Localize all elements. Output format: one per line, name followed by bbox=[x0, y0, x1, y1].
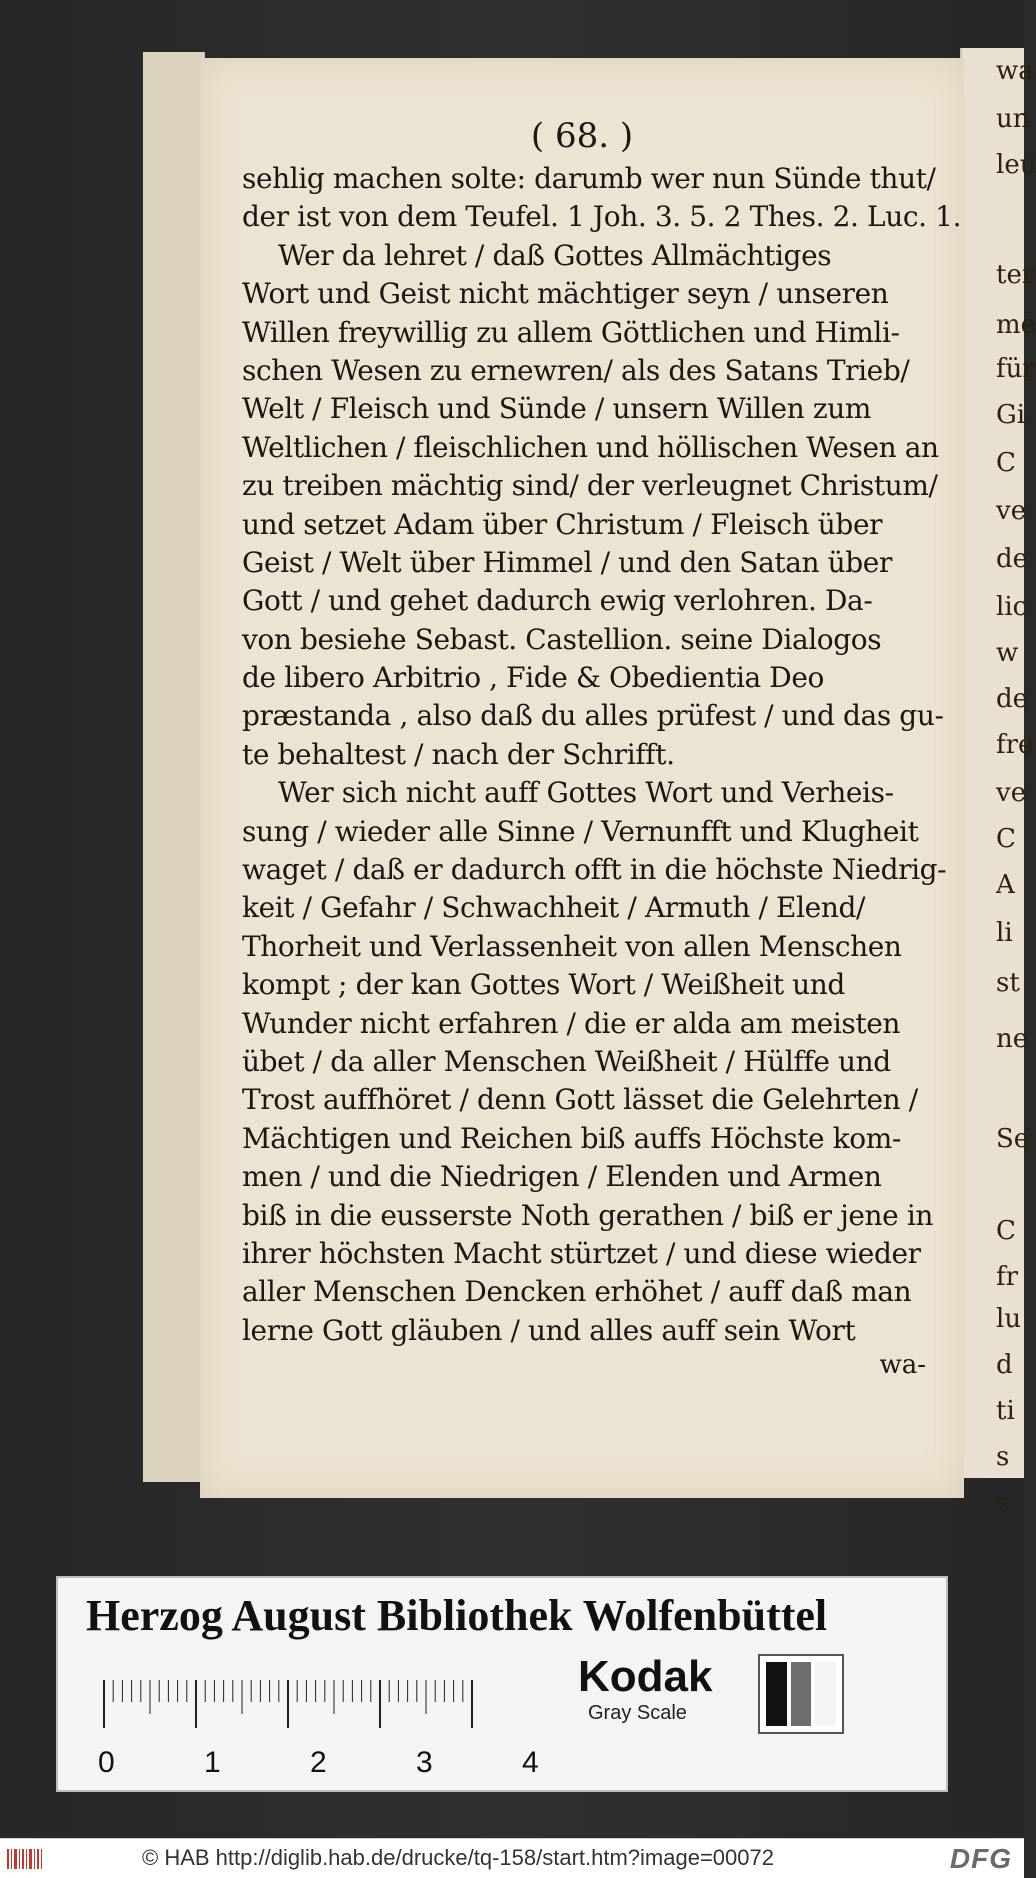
facing-page-fragment: me bbox=[996, 310, 1036, 340]
facing-page-fragment: fr bbox=[996, 1262, 1019, 1292]
text-line: Geist / Welt über Himmel / und den Satan über bbox=[242, 545, 892, 579]
facing-page-fragment: C bbox=[996, 824, 1016, 854]
facing-page-fragment: d bbox=[996, 1350, 1013, 1380]
text-line: übet / da aller Menschen Weißheit / Hülffe und bbox=[242, 1044, 891, 1078]
patch-white bbox=[815, 1662, 836, 1726]
ruler-number: 1 bbox=[204, 1746, 221, 1779]
source-link[interactable]: © HAB http://diglib.hab.de/drucke/tq-158/start.htm?image=00072 bbox=[142, 1845, 774, 1870]
viewer-footer bbox=[0, 1838, 1024, 1878]
text-line: Welt / Fleisch und Sünde / unsern Willen zum bbox=[242, 392, 871, 426]
facing-page-fragment: leu bbox=[996, 150, 1036, 180]
text-line: Willen freywillig zu allem Göttlichen und Himli- bbox=[242, 315, 900, 349]
text-line: te behaltest / nach der Schrifft. bbox=[242, 737, 675, 771]
patch-gray bbox=[791, 1662, 812, 1726]
facing-page-fragment: lic bbox=[996, 592, 1028, 622]
book-page bbox=[200, 58, 964, 1498]
text-line: Wunder nicht erfahren / die er alda am meisten bbox=[242, 1006, 901, 1040]
facing-page-fragment: ve bbox=[996, 496, 1027, 526]
text-line: der ist von dem Teufel. 1 Joh. 3. 5. 2 Thes. 2. Luc. 1. bbox=[242, 200, 962, 234]
text-line: kompt ; der kan Gottes Wort / Weißheit und bbox=[242, 968, 845, 1002]
text-line: men / und die Niedrigen / Elenden und Armen bbox=[242, 1160, 882, 1194]
hab-barcode-icon bbox=[6, 1845, 46, 1873]
facing-page-fragment: für bbox=[996, 354, 1035, 384]
facing-page-fragment: s bbox=[996, 1442, 1010, 1472]
text-line: waget / daß er dadurch offt in die höchste Niedrig- bbox=[242, 853, 947, 887]
text-line: schen Wesen zu ernewren/ als des Satans Trieb/ bbox=[242, 353, 910, 387]
facing-page-fragment: C bbox=[996, 448, 1016, 478]
ruler-number: 4 bbox=[522, 1746, 539, 1779]
text-line: Gott / und gehet dadurch ewig verlohren. Da- bbox=[242, 584, 873, 618]
library-name: Herzog August Bibliothek Wolfenbüttel bbox=[86, 1591, 828, 1640]
color-scale-card bbox=[56, 1576, 948, 1792]
grayscale-label: Gray Scale bbox=[588, 1702, 687, 1724]
text-line: sehlig machen solte: darumb wer nun Sünde thut/ bbox=[242, 162, 936, 195]
facing-page bbox=[960, 48, 1036, 1518]
facing-page-fragment: de bbox=[996, 544, 1029, 574]
page-text bbox=[242, 160, 962, 1350]
facing-page-fragment: fre bbox=[996, 730, 1034, 760]
facing-page-fragment: de bbox=[996, 684, 1029, 714]
facing-page-fragment: Se bbox=[996, 1124, 1030, 1154]
facing-page-fragment: st bbox=[996, 968, 1020, 998]
ruler-number: 0 bbox=[98, 1746, 115, 1779]
facing-page-fragment: ne bbox=[996, 1024, 1029, 1054]
text-line: Wort und Geist nicht mächtiger seyn / unseren bbox=[242, 277, 889, 311]
text-line: Wer sich nicht auff Gottes Wort und Verheis- bbox=[278, 776, 894, 810]
text-line: Wer da lehret / daß Gottes Allmächtiges bbox=[278, 238, 832, 272]
facing-page-fragment: lu bbox=[996, 1304, 1022, 1334]
text-line: de libero Arbitrio , Fide & Obedientia Deo bbox=[242, 661, 824, 695]
text-line: præstanda , also daß du alles prüfest / und das gu- bbox=[242, 699, 944, 733]
facing-page-fragment: wa bbox=[996, 56, 1034, 86]
facing-page-fragment: C bbox=[996, 1216, 1016, 1246]
facing-page-fragment: ter bbox=[996, 260, 1035, 290]
ruler bbox=[94, 1670, 554, 1780]
page-edge-left bbox=[143, 52, 205, 1482]
facing-page-fragment: Gi bbox=[996, 400, 1026, 430]
facing-page-fragment: w bbox=[996, 638, 1019, 668]
facing-page-fragment: s bbox=[996, 1488, 1010, 1518]
patch-black bbox=[766, 1662, 787, 1726]
facing-page-fragment: li bbox=[996, 918, 1013, 948]
catchword: wa- bbox=[879, 1350, 926, 1380]
ruler-number: 3 bbox=[416, 1746, 433, 1779]
text-line: biß in die eusserste Noth gerathen / biß er jene in bbox=[242, 1198, 934, 1232]
kodak-logo: Kodak bbox=[578, 1652, 713, 1701]
dfg-logo: DFG bbox=[949, 1843, 1012, 1874]
text-line: von besiehe Sebast. Castellion. seine Dialogos bbox=[242, 622, 882, 656]
text-line: keit / Gefahr / Schwachheit / Armuth / Elend/ bbox=[242, 891, 866, 925]
gray-patches bbox=[758, 1654, 844, 1734]
text-line: Thorheit und Verlassenheit von allen Menschen bbox=[242, 929, 902, 963]
text-line: lerne Gott gläuben / und alles auff sein Wort bbox=[242, 1313, 856, 1347]
ruler-number: 2 bbox=[310, 1746, 327, 1779]
text-line: zu treiben mächtig sind/ der verleugnet Christum/ bbox=[242, 469, 938, 503]
text-line: ihrer höchsten Macht stürtzet / und diese wieder bbox=[242, 1236, 921, 1270]
text-line: sung / wieder alle Sinne / Vernunfft und Klugheit bbox=[242, 814, 919, 848]
facing-page-fragment: A bbox=[996, 870, 1015, 900]
facing-page-fragment: ti bbox=[996, 1396, 1015, 1426]
facing-page-fragment: un bbox=[996, 104, 1030, 134]
facing-page-fragment: ve bbox=[996, 778, 1027, 808]
text-line: Trost auffhöret / denn Gott lässet die Gelehrten / bbox=[242, 1083, 918, 1117]
text-line: und setzet Adam über Christum / Fleisch über bbox=[242, 507, 883, 541]
text-line: Mächtigen und Reichen biß auffs Höchste kom- bbox=[242, 1121, 901, 1155]
text-line: Weltlichen / fleischlichen und höllischen Wesen an bbox=[242, 430, 939, 464]
text-line: aller Menschen Dencken erhöhet / auff daß man bbox=[242, 1275, 912, 1309]
page-number: ( 68. ) bbox=[530, 116, 634, 156]
